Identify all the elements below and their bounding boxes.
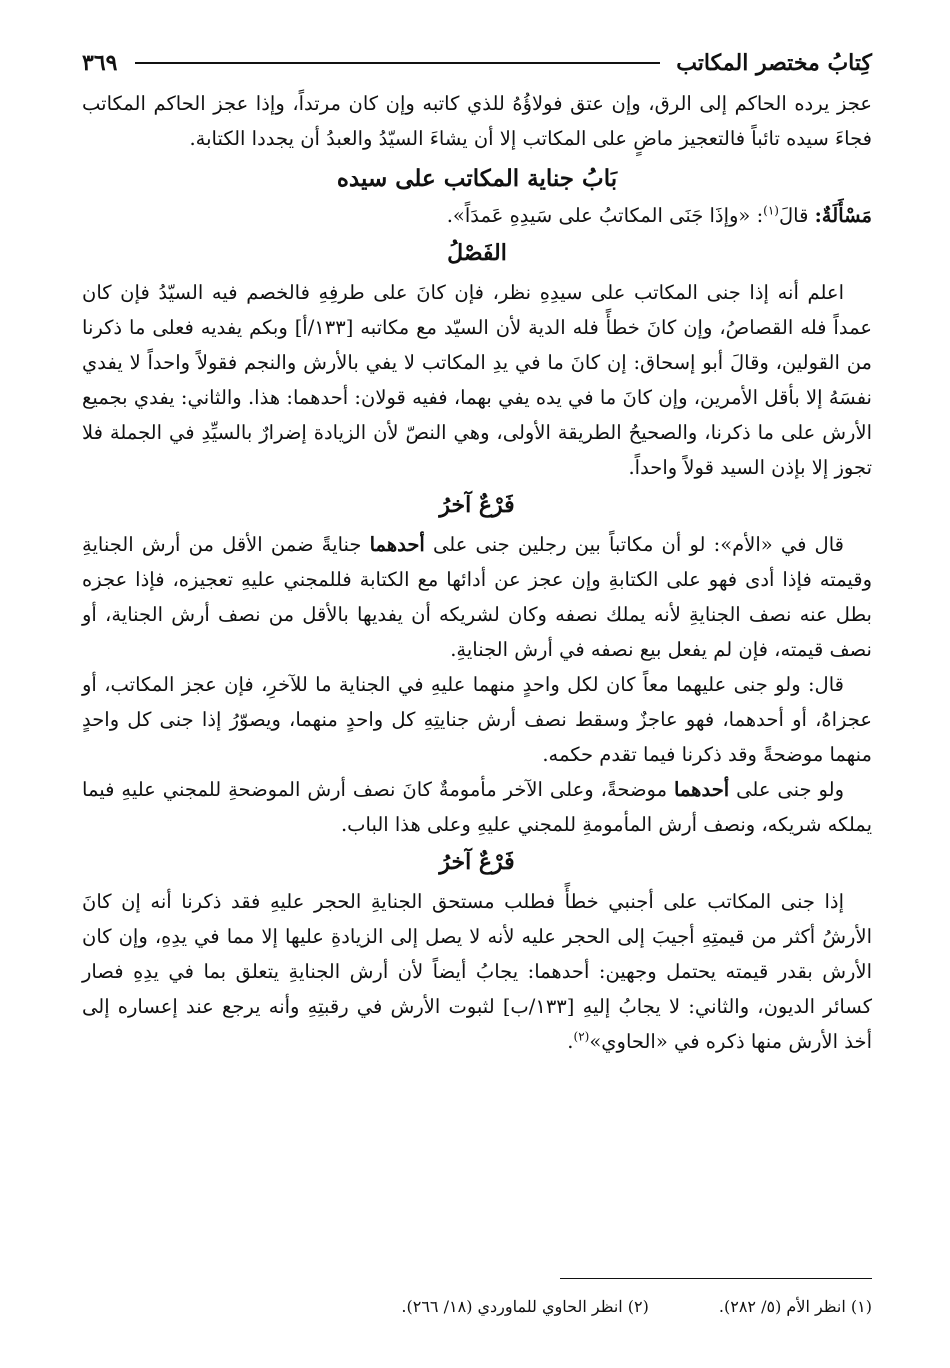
intro-paragraph: عجز يرده الحاكم إلى الرق، وإن عتق فولاؤُهُ للذي كاتبه وإن كان مرتداً، وإذا عجز الحاكم المكاتب فجاءَ سيده تائباً فالتعجيز ماضٍ على المكاتب إلا أن يشاءَ السيّدُ والعبدُ أن يجددا الكتابة. xyxy=(82,92,872,150)
far1-heading: فَرْعٌ آخرُ xyxy=(439,492,515,518)
far2-paragraph xyxy=(82,884,872,1059)
footnote-row xyxy=(82,1295,872,1319)
header-rule xyxy=(135,62,660,64)
far1-paragraph-2: قال: ولو جنى عليهما معاً كان لكل واحدٍ منهما عليهِ في الجناية ما للآخرِ، فإن عجز المكاتب، أو عجزاهُ، أو أحدهما، فهو عاجزٌ وسقط نصف أرش جنايتِهِ كل واحدٍ منهما، ويصوّرُ إذا جنى كل واحدٍ منهما موضحةً وقد ذكرنا فيما تقدم حكمه. xyxy=(82,673,872,766)
far1-p3-text-b: موضحةً، وعلى الآخر مأمومةٌ كانَ نصف أرش الموضحةِ للمجني عليهِ فيما يملكه شريكه، ونصف أرش المأمومةِ للمجني عليهِ وعلى هذا الباب. xyxy=(82,778,872,836)
running-header xyxy=(82,40,872,86)
masala-line xyxy=(82,198,872,233)
footnotes xyxy=(82,1278,872,1319)
chapter-heading: بَابُ جناية المكاتب على سيده xyxy=(336,165,618,192)
far1-p3-text-a: ولو جنى على xyxy=(729,778,844,801)
footnote-ref-2[interactable]: (٢) xyxy=(573,1029,590,1044)
fasl-heading: الفَصْلُ xyxy=(447,240,507,266)
far2-end: . xyxy=(567,1030,574,1053)
running-title: كِتابُ مختصر المكاتب xyxy=(676,50,872,76)
far1-paragraph-1 xyxy=(82,527,872,667)
far2-heading: فَرْعٌ آخرُ xyxy=(439,849,515,875)
page-number: ٣٦٩ xyxy=(82,50,118,76)
far1-p1-text-b: جنايةً ضمن الأقل من أرش الجنايةِ وقيمته فإذا أدى فهو على الكتابةِ وإن عجز عن أدائها مع الكتابة فللمجني عليهِ تعجيزه، فإذا عجزه بطل عنه نصف الجنايةِ لأنه يملك نصفه وكان لشريكه أن يفديها بالأقل من نصف أرش الجناية، أو نصف قيمته، فإن لم يفعل بيع نصفه في أرش الجنايةِ. xyxy=(82,533,872,661)
footnote-ref-1[interactable]: (١) xyxy=(763,203,779,218)
masala-quote: : «وإذَا جَنَى المكاتبُ على سَيدِهِ عَمدَاً». xyxy=(446,204,764,227)
far2-text: إذا جنى المكاتب على أجنبي خطأً فطلب مستحق الجنايةِ الحجر عليهِ فقد ذكرنا أنه إن كانَ الأرشُ أكثر من قيمتِهِ أجيبَ إلى الحجر عليه لأنه لا يصل إلى الزيادةِ عليها إلا مما في يدِهِ، وإن كان الأرش بقدر قيمته يحتمل وجهين: أحدهما: يجابُ أيضاً لأن أرش الجنايةِ يتعلق بما في يدِهِ فصار كسائر الديون، والثاني: لا يجابُ إليهِ [١٣٣/ب] لثبوت الأرش في رقبتِهِ وأنه يرجع عند إعساره إلى أخذ الأرش منها ذكره في «الحاوي» xyxy=(82,890,872,1053)
footnote-1: (١) انظر الأم (٥/ ٢٨٢). xyxy=(718,1297,872,1316)
footnote-2: (٢) انظر الحاوي للماوردي (١٨/ ٢٦٦). xyxy=(401,1297,649,1316)
masala-label: مَسْأَلَةٌ: xyxy=(814,204,872,227)
fasl-paragraph: اعلم أنه إذا جنى المكاتب على سيدِهِ نظر، فإن كانَ على طرفِهِ فالخصم فيه السيّدُ فإن كان عمداً فله القصاصُ، وإن كانَ خطأً فله الدية لأن السيّد مع مكاتبه [١٣٣/أ] وبكم يفديه فعلى ما ذكرنا من القولين، وقالَ أبو إسحاق: إن كانَ ما في يدِ المكاتب لا يفي بالأرش والنجم فقولاً واحداً لا يفدي نفسَهُ إلا بأقل الأمرين، وإن كانَ ما في يده يفي بهما، ففيه قولان: أحدهما: هذا. والثاني: يفدي بجميع الأرش على ما ذكرنا، والصحيحُ الطريقة الأولى، وهي النصّ لأن الزيادة إضرارٌ بالسيِّدِ في الجملة فلا تجوز إلا بإذن السيد قولاً واحداً. xyxy=(82,281,872,479)
far1-paragraph-3 xyxy=(82,772,872,842)
masala-said: قالَ xyxy=(778,204,809,227)
far1-p1-bold: أحدهما xyxy=(369,533,425,556)
footnote-rule xyxy=(560,1278,872,1279)
far1-p1-text-a: قال في «الأم»: لو أن مكاتباً بين رجلين جنى على xyxy=(424,533,844,556)
far1-p3-bold: أحدهما xyxy=(673,778,730,801)
